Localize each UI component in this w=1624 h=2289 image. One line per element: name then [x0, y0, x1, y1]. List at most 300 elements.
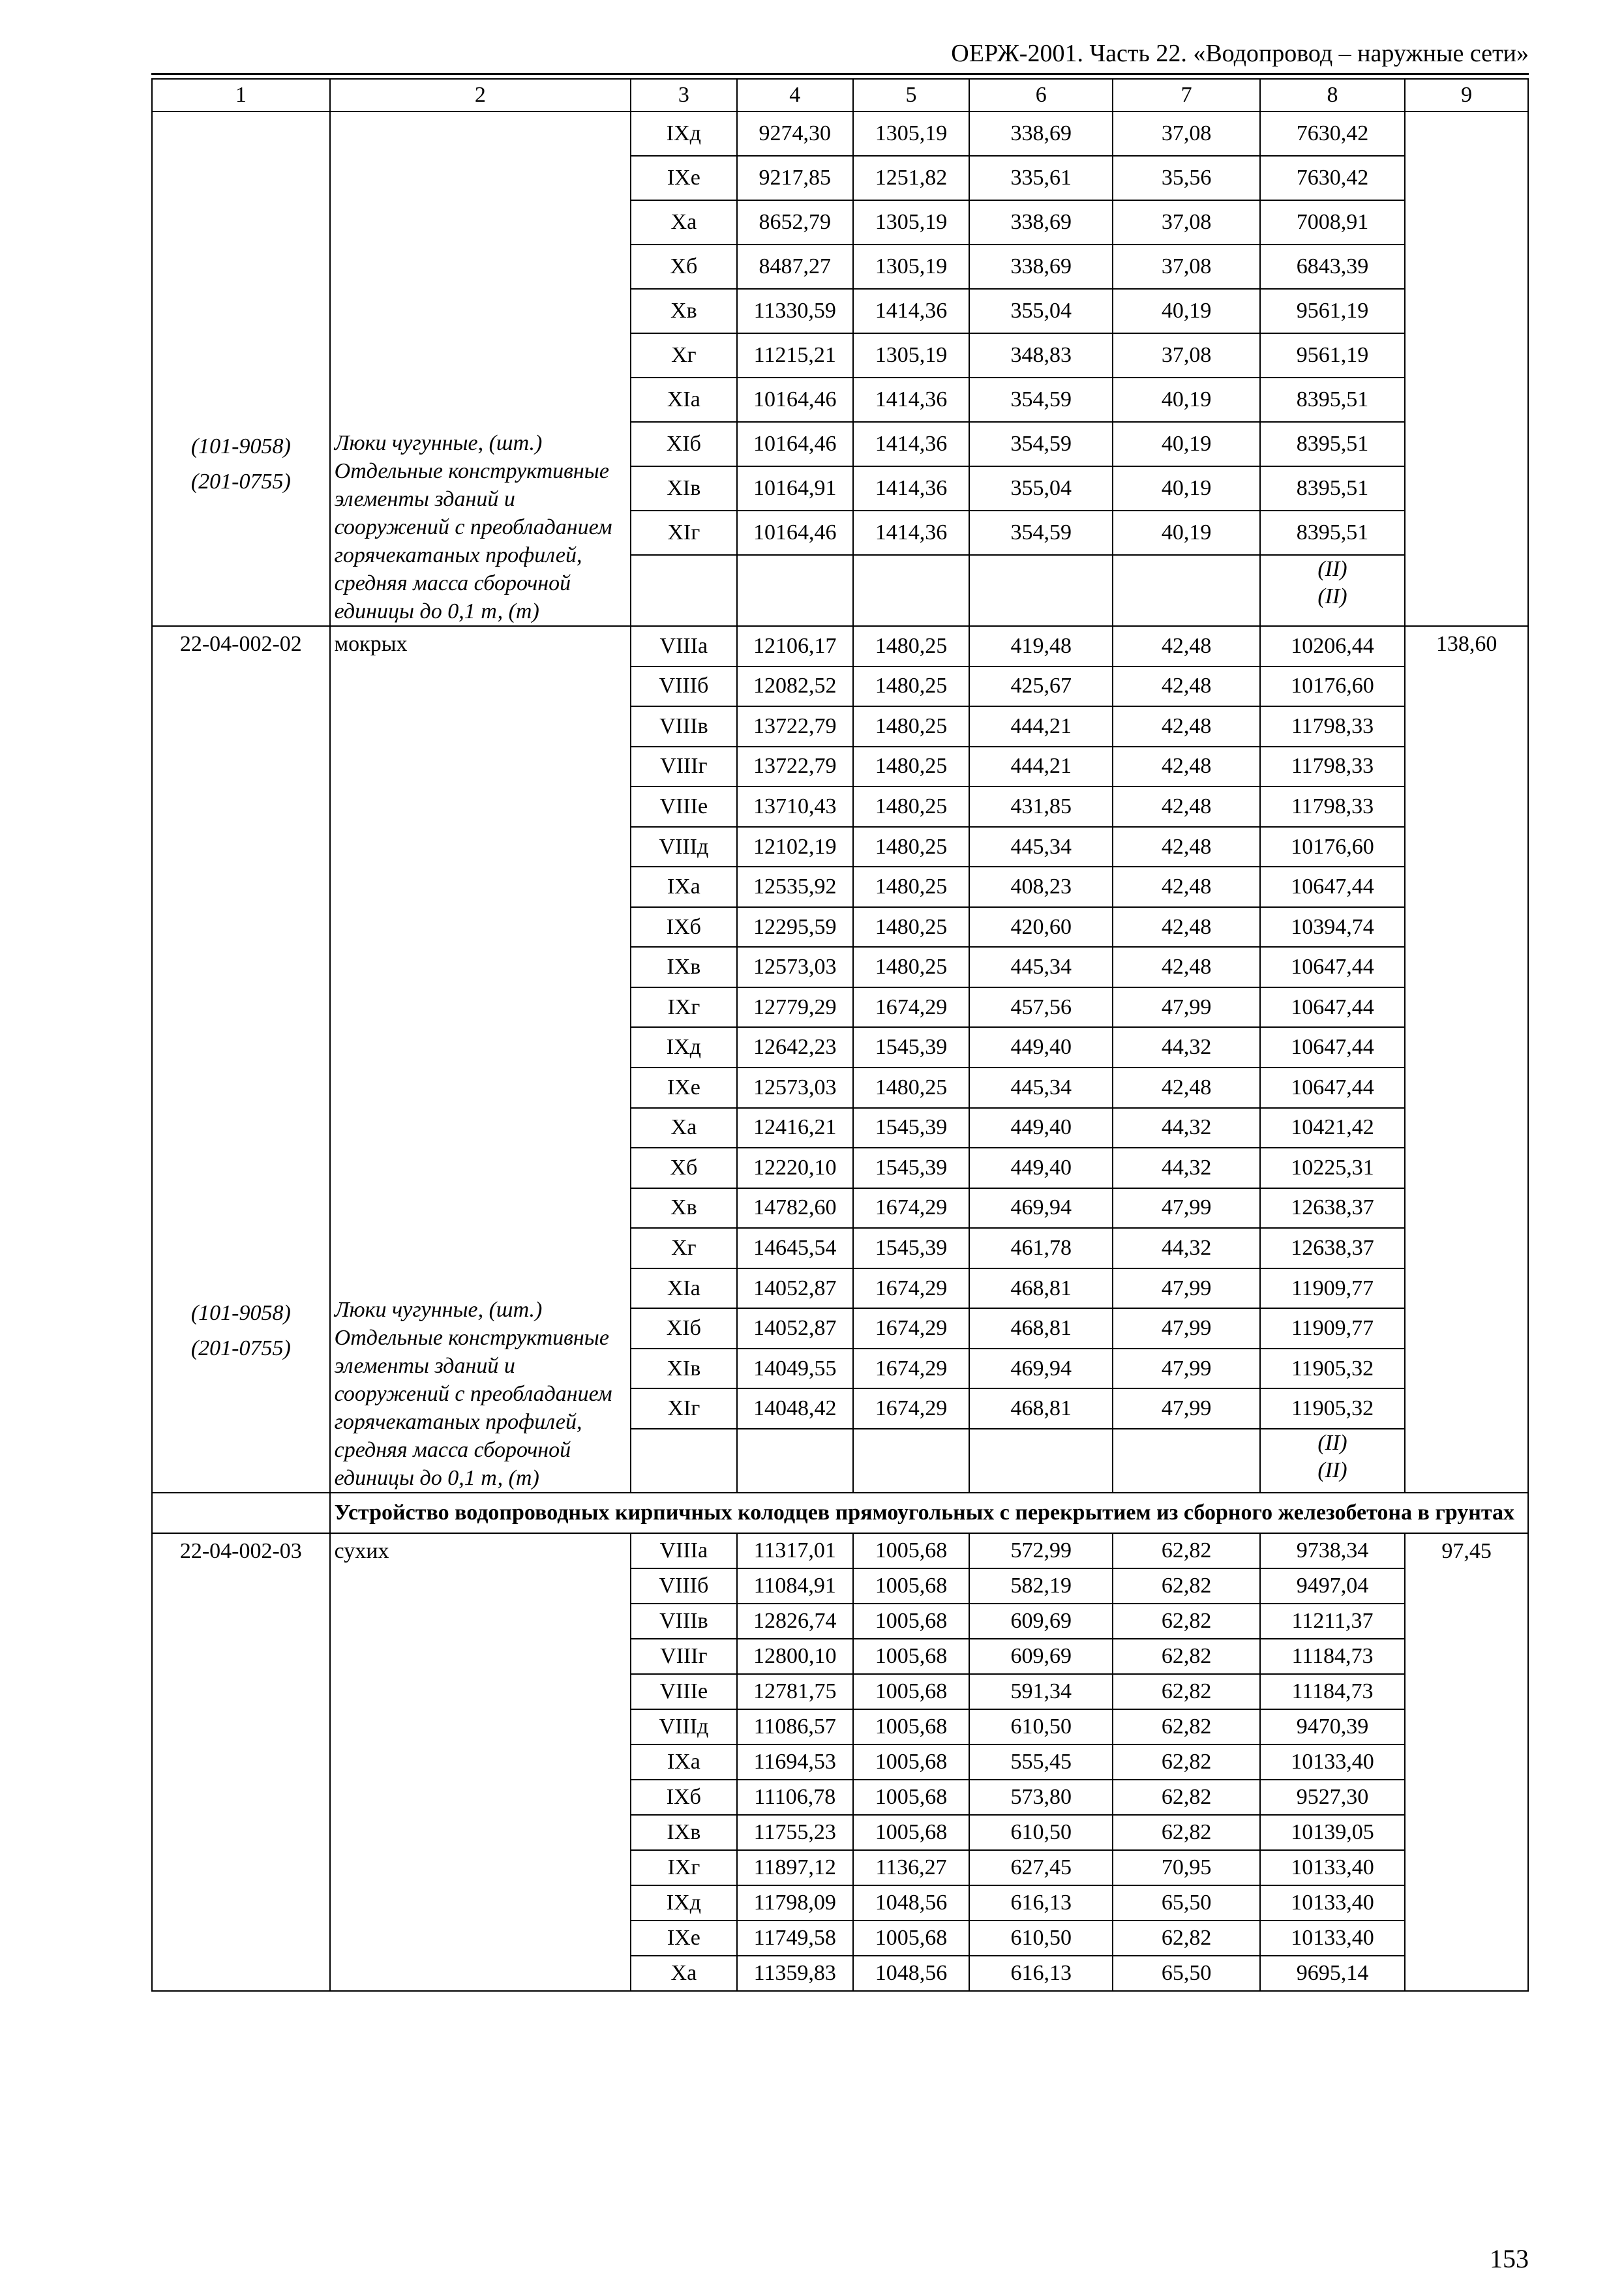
value-cell: 1480,25 — [853, 666, 969, 707]
value-cell: 47,99 — [1113, 987, 1259, 1028]
norm-name: мокрых — [334, 632, 408, 656]
spacer — [335, 662, 626, 1296]
value-cell: 62,82 — [1113, 1744, 1259, 1780]
value-cell: 338,69 — [969, 112, 1113, 156]
unit-value-cell — [1405, 1533, 1528, 1991]
value-cell: 62,82 — [1113, 1709, 1259, 1744]
section-title: Устройство водопроводных кирпичных колодцев прямоугольных с перекрытием из сборного железобетона в грунтах — [330, 1493, 1528, 1533]
resource-mark: (II) — [1317, 1458, 1347, 1482]
resource-code: (101-9058) — [190, 1301, 291, 1325]
zone-cell: XIв — [631, 466, 737, 511]
value-cell: 7630,42 — [1260, 112, 1405, 156]
column-number: 1 — [152, 79, 330, 112]
value-cell: 9274,30 — [737, 112, 853, 156]
page-header: ОЕРЖ-2001. Часть 22. «Водопровод – наружные сети» — [951, 40, 1529, 67]
value-cell: 65,50 — [1113, 1956, 1259, 1991]
value-cell: 573,80 — [969, 1780, 1113, 1815]
value-cell: 11897,12 — [737, 1850, 853, 1885]
value-cell: 355,04 — [969, 466, 1113, 511]
zone-cell: IXа — [631, 1744, 737, 1780]
value-cell: 10647,44 — [1260, 867, 1405, 907]
unit-value: 97,45 — [1441, 1539, 1492, 1563]
unit-value-cell — [1405, 626, 1528, 1493]
spacer — [157, 147, 325, 429]
zone-cell: VIIIа — [631, 1533, 737, 1568]
value-cell: 10394,74 — [1260, 907, 1405, 948]
value-cell: 70,95 — [1113, 1850, 1259, 1885]
value-cell: 469,94 — [969, 1349, 1113, 1389]
value-cell: 1005,68 — [853, 1744, 969, 1780]
value-cell: 7630,42 — [1260, 156, 1405, 200]
value-cell: 1251,82 — [853, 156, 969, 200]
value-cell: 42,48 — [1113, 786, 1259, 827]
value-cell: 12638,37 — [1260, 1188, 1405, 1229]
value-cell: 11798,33 — [1260, 706, 1405, 747]
value-cell: 10164,46 — [737, 422, 853, 466]
value-cell: 431,85 — [969, 786, 1113, 827]
value-cell: 9561,19 — [1260, 289, 1405, 333]
value-cell: 12800,10 — [737, 1639, 853, 1674]
value-cell: 40,19 — [1113, 378, 1259, 422]
value-cell: 10206,44 — [1260, 626, 1405, 666]
value-cell: 62,82 — [1113, 1604, 1259, 1639]
value-cell: 1048,56 — [853, 1956, 969, 1991]
zone-cell: VIIIб — [631, 1568, 737, 1604]
column-number: 2 — [330, 79, 631, 112]
value-cell: 44,32 — [1113, 1148, 1259, 1188]
empty-cell — [853, 1429, 969, 1493]
value-cell: 12573,03 — [737, 947, 853, 987]
empty-cell — [631, 555, 737, 626]
value-cell: 47,99 — [1113, 1188, 1259, 1229]
value-cell: 12102,19 — [737, 827, 853, 867]
value-cell: 8395,51 — [1260, 378, 1405, 422]
resource-mark: (II) — [1317, 557, 1347, 582]
value-cell: 10133,40 — [1260, 1921, 1405, 1956]
column-number: 9 — [1405, 79, 1528, 112]
zone-cell: XIг — [631, 1388, 737, 1429]
column-number: 7 — [1113, 79, 1259, 112]
value-cell: 1414,36 — [853, 378, 969, 422]
value-cell: 47,99 — [1113, 1349, 1259, 1389]
zone-cell: VIIIг — [631, 747, 737, 787]
zone-cell: VIIIв — [631, 706, 737, 747]
value-cell: 1545,39 — [853, 1108, 969, 1148]
value-cell: 1674,29 — [853, 987, 969, 1028]
value-cell: 449,40 — [969, 1148, 1113, 1188]
value-cell: 13722,79 — [737, 706, 853, 747]
value-cell: 42,48 — [1113, 827, 1259, 867]
value-cell: 1480,25 — [853, 947, 969, 987]
header-rule — [151, 73, 1529, 75]
value-cell: 10647,44 — [1260, 947, 1405, 987]
value-cell: 10133,40 — [1260, 1744, 1405, 1780]
value-cell: 1674,29 — [853, 1388, 969, 1429]
value-cell: 47,99 — [1113, 1308, 1259, 1349]
value-cell: 42,48 — [1113, 666, 1259, 707]
value-cell: 355,04 — [969, 289, 1113, 333]
value-cell: 610,50 — [969, 1709, 1113, 1744]
resource-mark: (II) — [1317, 584, 1347, 609]
value-cell: 11798,33 — [1260, 786, 1405, 827]
column-number: 8 — [1260, 79, 1405, 112]
value-cell: 12826,74 — [737, 1604, 853, 1639]
value-cell: 42,48 — [1113, 867, 1259, 907]
zone-cell: XIв — [631, 1349, 737, 1389]
zone-cell: VIIIе — [631, 1674, 737, 1709]
value-cell: 62,82 — [1113, 1533, 1259, 1568]
resource-code: (201-0755) — [190, 470, 291, 494]
empty-cell — [969, 555, 1113, 626]
value-cell: 10176,60 — [1260, 827, 1405, 867]
value-cell: 8395,51 — [1260, 422, 1405, 466]
value-cell: 37,08 — [1113, 112, 1259, 156]
value-cell: 14052,87 — [737, 1268, 853, 1309]
value-cell: 1674,29 — [853, 1308, 969, 1349]
value-cell: 1005,68 — [853, 1709, 969, 1744]
value-cell: 1414,36 — [853, 422, 969, 466]
value-cell: 62,82 — [1113, 1921, 1259, 1956]
zone-cell: Xв — [631, 289, 737, 333]
value-cell: 14048,42 — [737, 1388, 853, 1429]
zone-cell: IXе — [631, 156, 737, 200]
value-cell: 582,19 — [969, 1568, 1113, 1604]
zone-cell: Xа — [631, 1108, 737, 1148]
value-cell: 9695,14 — [1260, 1956, 1405, 1991]
unit-value — [1409, 112, 1524, 147]
zone-cell: VIIIд — [631, 827, 737, 867]
value-cell: 9561,19 — [1260, 333, 1405, 378]
value-cell: 42,48 — [1113, 626, 1259, 666]
zone-cell: VIIIг — [631, 1639, 737, 1674]
value-cell: 1480,25 — [853, 626, 969, 666]
norm-name — [335, 112, 626, 147]
unit-value: 138,60 — [1436, 632, 1497, 656]
value-cell: 1305,19 — [853, 112, 969, 156]
zone-cell: IXд — [631, 1885, 737, 1921]
value-cell: 12220,10 — [737, 1148, 853, 1188]
zone-cell: IXе — [631, 1068, 737, 1108]
value-cell: 10164,46 — [737, 511, 853, 555]
norm-code-cell — [152, 1533, 330, 1991]
value-cell: 65,50 — [1113, 1885, 1259, 1921]
value-cell: 7008,91 — [1260, 200, 1405, 245]
value-cell: 1480,25 — [853, 827, 969, 867]
value-cell: 13722,79 — [737, 747, 853, 787]
value-cell: 12416,21 — [737, 1108, 853, 1148]
zone-cell: XIг — [631, 511, 737, 555]
value-cell: 42,48 — [1113, 747, 1259, 787]
column-number-row — [152, 79, 1528, 112]
value-cell: 1480,25 — [853, 747, 969, 787]
value-cell: 44,32 — [1113, 1108, 1259, 1148]
value-cell: 11330,59 — [737, 289, 853, 333]
value-cell: 11317,01 — [737, 1533, 853, 1568]
empty-cell — [152, 1493, 330, 1533]
zone-cell: Xб — [631, 1148, 737, 1188]
value-cell: 6843,39 — [1260, 245, 1405, 289]
norm-name-cell — [330, 112, 631, 626]
value-cell: 42,48 — [1113, 907, 1259, 948]
value-cell: 11694,53 — [737, 1744, 853, 1780]
value-cell: 62,82 — [1113, 1568, 1259, 1604]
zone-cell: Xг — [631, 333, 737, 378]
unit-value-cell — [1405, 112, 1528, 626]
resource-name: Люки чугунные, (шт.) — [334, 431, 543, 455]
value-cell: 354,59 — [969, 378, 1113, 422]
table-row — [152, 112, 1528, 156]
resource-code: (201-0755) — [190, 1336, 291, 1360]
value-cell: 12082,52 — [737, 666, 853, 707]
value-cell: 42,48 — [1113, 1068, 1259, 1108]
norm-name-cell — [330, 626, 631, 1493]
zone-cell: IXд — [631, 1027, 737, 1068]
value-cell: 1048,56 — [853, 1885, 969, 1921]
value-cell: 610,50 — [969, 1815, 1113, 1850]
value-cell: 62,82 — [1113, 1815, 1259, 1850]
empty-cell — [1113, 1429, 1259, 1493]
value-cell: 11905,32 — [1260, 1349, 1405, 1389]
value-cell: 11749,58 — [737, 1921, 853, 1956]
value-cell: 444,21 — [969, 706, 1113, 747]
value-cell: 572,99 — [969, 1533, 1113, 1568]
value-cell: 457,56 — [969, 987, 1113, 1028]
zone-cell: VIIIа — [631, 626, 737, 666]
norm-code-cell — [152, 626, 330, 1493]
zone-cell: Xг — [631, 1228, 737, 1268]
value-cell: 62,82 — [1113, 1780, 1259, 1815]
value-cell: 12638,37 — [1260, 1228, 1405, 1268]
value-cell: 555,45 — [969, 1744, 1113, 1780]
zone-cell: IXд — [631, 112, 737, 156]
value-cell: 11755,23 — [737, 1815, 853, 1850]
zone-cell: IXб — [631, 1780, 737, 1815]
value-cell: 47,99 — [1113, 1268, 1259, 1309]
zone-cell: VIIIв — [631, 1604, 737, 1639]
value-cell: 1480,25 — [853, 1068, 969, 1108]
value-cell: 62,82 — [1113, 1639, 1259, 1674]
value-cell: 14645,54 — [737, 1228, 853, 1268]
resource-mark-cell — [1260, 1429, 1405, 1493]
norm-code — [157, 112, 325, 147]
zone-cell: XIа — [631, 378, 737, 422]
value-cell: 11106,78 — [737, 1780, 853, 1815]
zone-cell: IXв — [631, 947, 737, 987]
value-cell: 12106,17 — [737, 626, 853, 666]
value-cell: 10139,05 — [1260, 1815, 1405, 1850]
value-cell: 12642,23 — [737, 1027, 853, 1068]
value-cell: 348,83 — [969, 333, 1113, 378]
table-row — [152, 1533, 1528, 1568]
value-cell: 12295,59 — [737, 907, 853, 948]
value-cell: 591,34 — [969, 1674, 1113, 1709]
value-cell: 9738,34 — [1260, 1533, 1405, 1568]
norms-table — [151, 78, 1529, 1992]
value-cell: 14049,55 — [737, 1349, 853, 1389]
value-cell: 609,69 — [969, 1639, 1113, 1674]
value-cell: 1305,19 — [853, 333, 969, 378]
value-cell: 11086,57 — [737, 1709, 853, 1744]
zone-cell: VIIIб — [631, 666, 737, 707]
empty-cell — [737, 555, 853, 626]
zone-cell: IXб — [631, 907, 737, 948]
zone-cell: IXа — [631, 867, 737, 907]
zone-cell: Xв — [631, 1188, 737, 1229]
value-cell: 616,13 — [969, 1956, 1113, 1991]
value-cell: 468,81 — [969, 1308, 1113, 1349]
value-cell: 47,99 — [1113, 1388, 1259, 1429]
value-cell: 610,50 — [969, 1921, 1113, 1956]
value-cell: 8395,51 — [1260, 466, 1405, 511]
value-cell: 11798,33 — [1260, 747, 1405, 787]
value-cell: 1414,36 — [853, 289, 969, 333]
value-cell: 40,19 — [1113, 422, 1259, 466]
value-cell: 1005,68 — [853, 1568, 969, 1604]
value-cell: 9470,39 — [1260, 1709, 1405, 1744]
value-cell: 8652,79 — [737, 200, 853, 245]
value-cell: 408,23 — [969, 867, 1113, 907]
zone-cell: IXг — [631, 1850, 737, 1885]
value-cell: 10133,40 — [1260, 1885, 1405, 1921]
zone-cell: VIIIд — [631, 1709, 737, 1744]
value-cell: 10647,44 — [1260, 1068, 1405, 1108]
value-cell: 1480,25 — [853, 706, 969, 747]
value-cell: 468,81 — [969, 1388, 1113, 1429]
empty-cell — [631, 1429, 737, 1493]
value-cell: 10176,60 — [1260, 666, 1405, 707]
value-cell: 1305,19 — [853, 245, 969, 289]
value-cell: 11211,37 — [1260, 1604, 1405, 1639]
column-number: 4 — [737, 79, 853, 112]
zone-cell: Xа — [631, 1956, 737, 1991]
norm-code-cell — [152, 112, 330, 626]
value-cell: 11359,83 — [737, 1956, 853, 1991]
value-cell: 11215,21 — [737, 333, 853, 378]
value-cell: 461,78 — [969, 1228, 1113, 1268]
value-cell: 1674,29 — [853, 1188, 969, 1229]
value-cell: 338,69 — [969, 245, 1113, 289]
value-cell: 12573,03 — [737, 1068, 853, 1108]
value-cell: 10225,31 — [1260, 1148, 1405, 1188]
value-cell: 335,61 — [969, 156, 1113, 200]
value-cell: 37,08 — [1113, 333, 1259, 378]
value-cell: 419,48 — [969, 626, 1113, 666]
column-number: 5 — [853, 79, 969, 112]
zone-cell: Xб — [631, 245, 737, 289]
value-cell: 44,32 — [1113, 1027, 1259, 1068]
value-cell: 616,13 — [969, 1885, 1113, 1921]
value-cell: 11184,73 — [1260, 1674, 1405, 1709]
value-cell: 1545,39 — [853, 1027, 969, 1068]
resource-mark: (II) — [1317, 1430, 1347, 1455]
value-cell: 11909,77 — [1260, 1308, 1405, 1349]
column-number: 3 — [631, 79, 737, 112]
value-cell: 14052,87 — [737, 1308, 853, 1349]
value-cell: 1005,68 — [853, 1780, 969, 1815]
column-number: 6 — [969, 79, 1113, 112]
table-row — [152, 626, 1528, 666]
page-number: 153 — [1490, 2244, 1529, 2273]
resource-name: Люки чугунные, (шт.) — [334, 1298, 543, 1322]
norm-name: сухих — [334, 1539, 389, 1563]
value-cell: 12781,75 — [737, 1674, 853, 1709]
value-cell: 11798,09 — [737, 1885, 853, 1921]
value-cell: 354,59 — [969, 511, 1113, 555]
value-cell: 13710,43 — [737, 786, 853, 827]
spacer — [335, 147, 626, 429]
value-cell: 11084,91 — [737, 1568, 853, 1604]
value-cell: 1545,39 — [853, 1228, 969, 1268]
value-cell: 40,19 — [1113, 466, 1259, 511]
value-cell: 10164,46 — [737, 378, 853, 422]
value-cell: 44,32 — [1113, 1228, 1259, 1268]
zone-cell: VIIIе — [631, 786, 737, 827]
zone-cell: XIа — [631, 1268, 737, 1309]
value-cell: 1480,25 — [853, 786, 969, 827]
resource-mark-cell — [1260, 555, 1405, 626]
value-cell: 1005,68 — [853, 1639, 969, 1674]
value-cell: 9497,04 — [1260, 1568, 1405, 1604]
value-cell: 1414,36 — [853, 511, 969, 555]
section-row — [152, 1493, 1528, 1533]
value-cell: 1005,68 — [853, 1815, 969, 1850]
value-cell: 62,82 — [1113, 1674, 1259, 1709]
value-cell: 449,40 — [969, 1108, 1113, 1148]
value-cell: 1005,68 — [853, 1674, 969, 1709]
value-cell: 40,19 — [1113, 511, 1259, 555]
value-cell: 609,69 — [969, 1604, 1113, 1639]
value-cell: 354,59 — [969, 422, 1113, 466]
spacer — [157, 662, 325, 1296]
value-cell: 420,60 — [969, 907, 1113, 948]
value-cell: 10647,44 — [1260, 987, 1405, 1028]
zone-cell: XIб — [631, 422, 737, 466]
zone-cell: IXе — [631, 1921, 737, 1956]
empty-cell — [853, 555, 969, 626]
norm-code: 22-04-002-03 — [179, 1539, 302, 1563]
value-cell: 14782,60 — [737, 1188, 853, 1229]
value-cell: 1005,68 — [853, 1604, 969, 1639]
value-cell: 35,56 — [1113, 156, 1259, 200]
value-cell: 468,81 — [969, 1268, 1113, 1309]
value-cell: 10164,91 — [737, 466, 853, 511]
value-cell: 445,34 — [969, 1068, 1113, 1108]
resource-name: Отдельные конструктивные элементы зданий и сооружений с преобладанием горячекатаных профилей, средняя масса сборочной единицы до 0,1 т, (т) — [334, 459, 612, 623]
value-cell: 37,08 — [1113, 245, 1259, 289]
value-cell: 469,94 — [969, 1188, 1113, 1229]
value-cell: 9217,85 — [737, 156, 853, 200]
value-cell: 1674,29 — [853, 1349, 969, 1389]
value-cell: 11184,73 — [1260, 1639, 1405, 1674]
empty-cell — [969, 1429, 1113, 1493]
value-cell: 1005,68 — [853, 1533, 969, 1568]
zone-cell: Xа — [631, 200, 737, 245]
value-cell: 11905,32 — [1260, 1388, 1405, 1429]
resource-code: (101-9058) — [190, 434, 291, 458]
value-cell: 1305,19 — [853, 200, 969, 245]
value-cell: 42,48 — [1113, 947, 1259, 987]
empty-cell — [1113, 555, 1259, 626]
value-cell: 1005,68 — [853, 1921, 969, 1956]
value-cell: 425,67 — [969, 666, 1113, 707]
value-cell: 10421,42 — [1260, 1108, 1405, 1148]
value-cell: 10133,40 — [1260, 1850, 1405, 1885]
value-cell: 1480,25 — [853, 907, 969, 948]
norm-name-cell — [330, 1533, 631, 1991]
empty-cell — [737, 1429, 853, 1493]
value-cell: 1480,25 — [853, 867, 969, 907]
value-cell: 338,69 — [969, 200, 1113, 245]
